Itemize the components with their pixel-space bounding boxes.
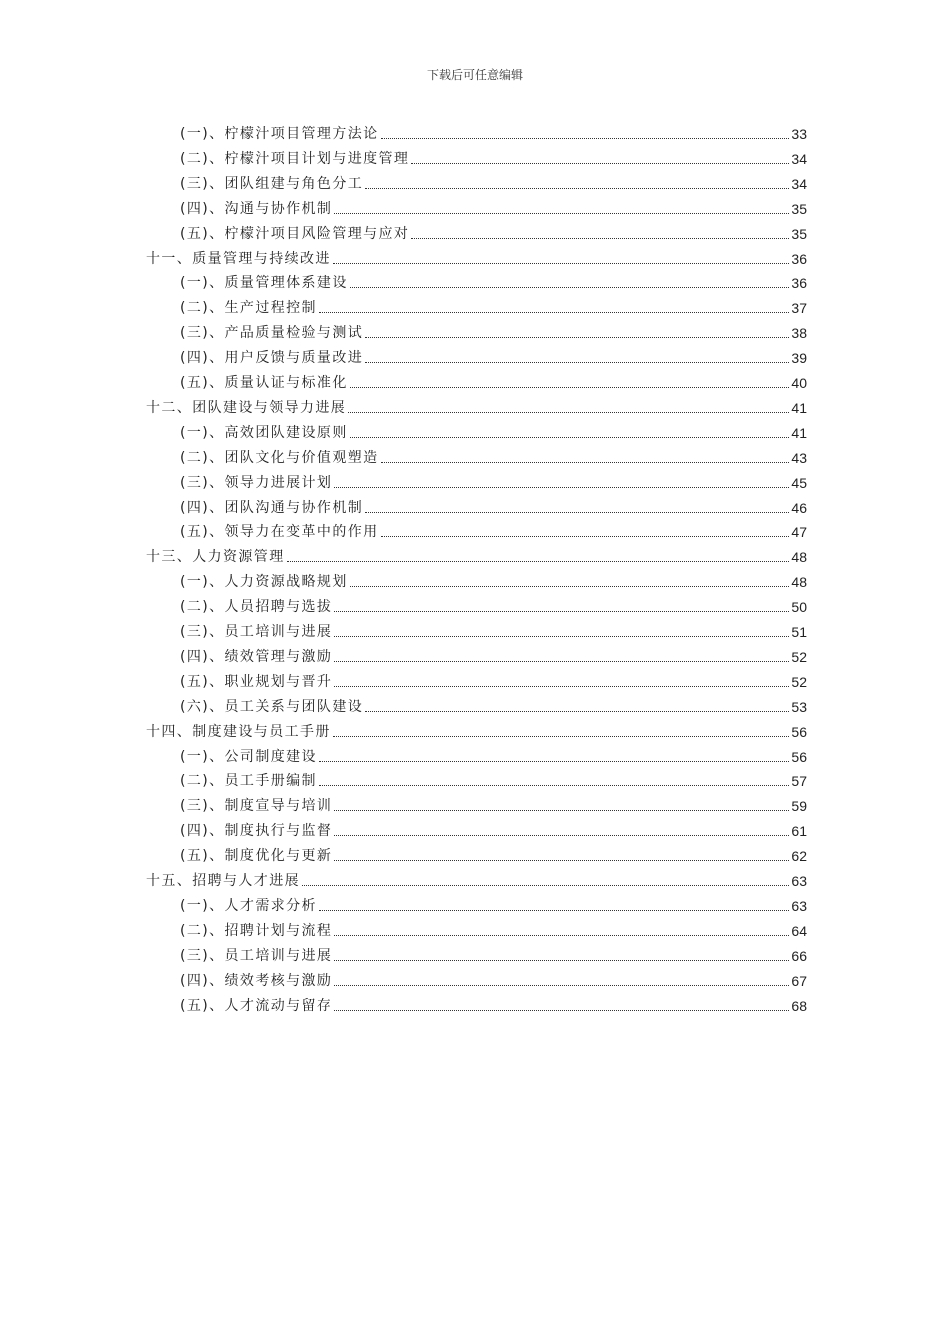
toc-dot-leader bbox=[365, 336, 789, 338]
toc-entry-title: (一)、柠檬汁项目管理方法论 bbox=[180, 126, 379, 142]
toc-page-number: 36 bbox=[791, 250, 807, 267]
toc-dot-leader bbox=[365, 511, 789, 513]
toc-dot-leader bbox=[365, 187, 789, 189]
toc-page-number: 39 bbox=[791, 350, 807, 367]
toc-page-number: 38 bbox=[791, 325, 807, 342]
toc-section-entry[interactable] bbox=[180, 896, 807, 916]
toc-section-entry[interactable] bbox=[180, 572, 807, 592]
toc-entry-title: (三)、领导力进展计划 bbox=[180, 474, 333, 491]
toc-page-number: 56 bbox=[791, 748, 807, 765]
toc-dot-leader bbox=[350, 436, 790, 438]
toc-page-number: 43 bbox=[791, 449, 807, 466]
toc-page-number: 63 bbox=[791, 897, 807, 914]
toc-entry-title: (五)、柠檬汁项目风险管理与应对 bbox=[180, 225, 410, 242]
toc-entry-title: (三)、产品质量检验与测试 bbox=[180, 325, 364, 342]
toc-section-entry[interactable] bbox=[180, 647, 807, 667]
toc-dot-leader bbox=[334, 934, 789, 936]
toc-page-number: 35 bbox=[791, 200, 807, 217]
toc-page-number: 57 bbox=[791, 773, 807, 790]
toc-page-number: 67 bbox=[791, 972, 807, 989]
toc-section-entry[interactable] bbox=[180, 996, 807, 1016]
toc-dot-leader bbox=[334, 212, 789, 214]
toc-dot-leader bbox=[334, 959, 789, 961]
toc-section-entry[interactable] bbox=[180, 373, 807, 393]
toc-page-number: 34 bbox=[791, 175, 807, 192]
toc-page-number: 52 bbox=[791, 673, 807, 690]
toc-dot-leader bbox=[334, 660, 789, 662]
toc-section-entry[interactable] bbox=[180, 149, 807, 169]
toc-page-number: 47 bbox=[791, 524, 807, 541]
toc-section-entry[interactable] bbox=[180, 273, 807, 293]
toc-entry-title: (一)、人才需求分析 bbox=[180, 897, 317, 914]
toc-dot-leader bbox=[334, 486, 789, 488]
toc-page-number: 37 bbox=[791, 300, 807, 317]
toc-page-number: 51 bbox=[791, 624, 807, 640]
toc-page-number: 41 bbox=[791, 399, 807, 416]
toc-entry-title: 十五、招聘与人才进展 bbox=[146, 873, 300, 889]
toc-entry-title: (五)、制度优化与更新 bbox=[180, 848, 333, 865]
toc-dot-leader bbox=[334, 635, 789, 637]
toc-section-entry[interactable] bbox=[180, 473, 807, 493]
toc-dot-leader bbox=[381, 535, 790, 537]
toc-section-entry[interactable] bbox=[180, 522, 807, 542]
toc-section-entry[interactable] bbox=[180, 597, 807, 617]
toc-dot-leader bbox=[334, 834, 789, 836]
toc-page-number: 46 bbox=[791, 499, 807, 516]
toc-section-entry[interactable] bbox=[180, 796, 807, 816]
toc-entry-title: (五)、人才流动与留存 bbox=[180, 997, 333, 1014]
toc-section-entry[interactable] bbox=[180, 448, 807, 468]
toc-section-entry[interactable] bbox=[180, 821, 807, 841]
toc-entry-title: (一)、公司制度建设 bbox=[180, 748, 317, 765]
toc-dot-leader bbox=[348, 411, 789, 413]
toc-page-number: 48 bbox=[791, 574, 807, 591]
toc-chapter-entry[interactable] bbox=[146, 722, 807, 742]
toc-page-number: 41 bbox=[791, 424, 807, 441]
toc-entry-title: (三)、制度宣导与培训 bbox=[180, 798, 333, 815]
toc-entry-title: (三)、员工培训与进展 bbox=[180, 947, 333, 964]
toc-dot-leader bbox=[333, 262, 790, 264]
toc-section-entry[interactable] bbox=[180, 846, 807, 866]
toc-page-number: 61 bbox=[791, 823, 807, 840]
toc-page-number: 66 bbox=[791, 947, 807, 964]
toc-page-number: 56 bbox=[791, 723, 807, 740]
toc-dot-leader bbox=[350, 585, 790, 587]
toc-dot-leader bbox=[365, 710, 789, 712]
toc-dot-leader bbox=[350, 286, 790, 288]
toc-dot-leader bbox=[319, 784, 789, 786]
toc-section-entry[interactable] bbox=[180, 672, 807, 692]
toc-dot-leader bbox=[334, 984, 789, 986]
toc-entry-title: (四)、绩效管理与激励 bbox=[180, 648, 333, 665]
toc-section-entry[interactable] bbox=[180, 697, 807, 717]
toc-entry-title: (三)、团队组建与角色分工 bbox=[180, 175, 364, 192]
toc-entry-title: (二)、员工手册编制 bbox=[180, 773, 317, 790]
toc-page-number: 36 bbox=[791, 275, 807, 292]
toc-entry-title: (二)、人员招聘与选拔 bbox=[180, 599, 333, 616]
toc-entry-title: (一)、质量管理体系建设 bbox=[180, 275, 348, 292]
toc-dot-leader bbox=[319, 760, 789, 762]
toc-dot-leader bbox=[411, 237, 789, 239]
toc-section-entry[interactable] bbox=[180, 348, 807, 368]
toc-page-number: 40 bbox=[791, 375, 807, 391]
toc-dot-leader bbox=[334, 859, 789, 861]
toc-section-entry[interactable] bbox=[180, 498, 807, 518]
toc-section-entry[interactable] bbox=[180, 423, 807, 443]
toc-entry-title: (四)、用户反馈与质量改进 bbox=[180, 350, 364, 367]
toc-dot-leader bbox=[334, 610, 789, 612]
toc-dot-leader bbox=[411, 162, 789, 164]
toc-dot-leader bbox=[350, 386, 790, 388]
toc-section-entry[interactable] bbox=[180, 971, 807, 991]
toc-page-number: 53 bbox=[791, 698, 807, 715]
toc-dot-leader bbox=[319, 311, 789, 313]
toc-dot-leader bbox=[381, 461, 790, 463]
toc-entry-title: 十一、质量管理与持续改进 bbox=[146, 250, 331, 267]
toc-page-number: 68 bbox=[791, 997, 807, 1014]
toc-section-entry[interactable] bbox=[180, 622, 807, 642]
toc-section-entry[interactable] bbox=[180, 323, 807, 343]
toc-dot-leader bbox=[381, 137, 790, 139]
toc-chapter-entry[interactable] bbox=[146, 398, 807, 418]
toc-section-entry[interactable] bbox=[180, 224, 807, 244]
toc-dot-leader bbox=[319, 909, 789, 911]
toc-chapter-entry[interactable] bbox=[146, 871, 807, 891]
toc-entry-title: (四)、团队沟通与协作机制 bbox=[180, 499, 364, 516]
toc-page-number: 50 bbox=[791, 599, 807, 616]
toc-page-number: 63 bbox=[791, 873, 807, 889]
toc-entry-title: (二)、生产过程控制 bbox=[180, 300, 317, 317]
toc-entry-title: 十三、人力资源管理 bbox=[146, 549, 285, 566]
toc-entry-title: 十二、团队建设与领导力进展 bbox=[146, 399, 347, 416]
toc-chapter-entry[interactable] bbox=[146, 547, 807, 567]
toc-entry-title: (六)、员工关系与团队建设 bbox=[180, 698, 364, 715]
toc-entry-title: (五)、领导力在变革中的作用 bbox=[180, 524, 379, 541]
toc-dot-leader bbox=[334, 809, 789, 811]
toc-page-number: 62 bbox=[791, 848, 807, 865]
toc-dot-leader bbox=[334, 1009, 789, 1011]
toc-section-entry[interactable] bbox=[180, 771, 807, 791]
toc-entry-title: (四)、绩效考核与激励 bbox=[180, 972, 333, 989]
toc-entry-title: (四)、沟通与协作机制 bbox=[180, 200, 333, 217]
toc-section-entry[interactable] bbox=[180, 298, 807, 318]
toc-entry-title: (二)、柠檬汁项目计划与进度管理 bbox=[180, 150, 410, 167]
page-header: 下载后可任意编辑 bbox=[426, 68, 523, 82]
toc-dot-leader bbox=[302, 884, 789, 886]
toc-entry-title: 十四、制度建设与员工手册 bbox=[146, 723, 331, 740]
toc-dot-leader bbox=[287, 560, 790, 562]
toc-page-number: 59 bbox=[791, 798, 807, 815]
toc-entry-title: (一)、高效团队建设原则 bbox=[180, 424, 348, 441]
toc-dot-leader bbox=[334, 685, 789, 687]
toc-page-number: 35 bbox=[791, 225, 807, 242]
toc-entry-title: (一)、人力资源战略规划 bbox=[180, 574, 348, 591]
toc-page-number: 64 bbox=[791, 922, 807, 939]
toc-section-entry[interactable] bbox=[180, 174, 807, 194]
toc-section-entry[interactable] bbox=[180, 124, 807, 144]
toc-entry-title: (五)、质量认证与标准化 bbox=[180, 375, 348, 391]
toc-page-number: 45 bbox=[791, 474, 807, 491]
toc-dot-leader bbox=[333, 735, 790, 737]
toc-section-entry[interactable] bbox=[180, 199, 807, 219]
toc-dot-leader bbox=[365, 361, 789, 363]
toc-chapter-entry[interactable] bbox=[146, 249, 807, 269]
toc-entry-title: (五)、职业规划与晋升 bbox=[180, 673, 333, 690]
toc-entry-title: (三)、员工培训与进展 bbox=[180, 624, 333, 640]
toc-page-number: 52 bbox=[791, 648, 807, 665]
toc-entry-title: (二)、招聘计划与流程 bbox=[180, 922, 333, 939]
toc-entry-title: (二)、团队文化与价值观塑造 bbox=[180, 449, 379, 466]
toc-page-number: 48 bbox=[791, 549, 807, 566]
toc-section-entry[interactable] bbox=[180, 946, 807, 966]
toc-section-entry[interactable] bbox=[180, 921, 807, 941]
toc-section-entry[interactable] bbox=[180, 747, 807, 767]
toc-entry-title: (四)、制度执行与监督 bbox=[180, 823, 333, 840]
toc-page-number: 34 bbox=[791, 150, 807, 167]
toc-page-number: 33 bbox=[791, 126, 807, 142]
